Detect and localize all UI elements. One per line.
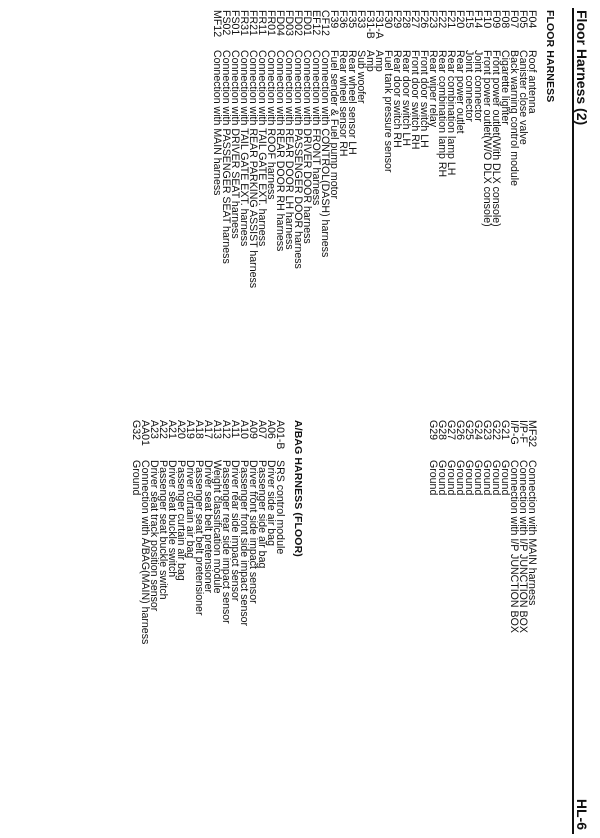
connector-description: Passenger seat buckle switch bbox=[157, 460, 169, 600]
connector-code: F04 bbox=[526, 10, 538, 29]
connector-code: F07 bbox=[508, 10, 520, 29]
connector-description: Ground bbox=[481, 460, 493, 496]
connector-code: F39 bbox=[328, 10, 340, 29]
connector-code: A06 bbox=[265, 420, 277, 439]
connector-code: A19 bbox=[184, 420, 196, 439]
connector-description: Back warning control module bbox=[508, 50, 520, 187]
connector-code: F05 bbox=[517, 10, 529, 29]
connector-code: F20 bbox=[454, 10, 466, 29]
connector-description: Rear wheel sensor LH bbox=[346, 50, 358, 155]
connector-description: Connection with TAIL GATE EXT. harness bbox=[256, 50, 268, 247]
connector-code: G22 bbox=[490, 420, 502, 441]
connector-code: G24 bbox=[472, 420, 484, 441]
connector-code: G26 bbox=[454, 420, 466, 441]
connector-code: A18 bbox=[193, 420, 205, 439]
connector-description: Rear door switch RH bbox=[391, 50, 403, 148]
connector-code: MF32 bbox=[526, 420, 538, 448]
connector-description: Driver seat track position sensor bbox=[148, 460, 160, 612]
connector-code: EF12 bbox=[310, 10, 322, 36]
list-item bbox=[428, 420, 437, 820]
connector-code: G28 bbox=[436, 420, 448, 441]
connector-description: Passenger rear side impact sensor bbox=[220, 460, 232, 624]
connector-code: G27 bbox=[445, 420, 457, 441]
connector-description: Connection with PASSENGER SEAT harness bbox=[220, 50, 232, 264]
connector-description: Roof antenna bbox=[526, 50, 538, 114]
connector-description: Ground bbox=[427, 460, 439, 496]
connector-description: Connection with MAIN harness bbox=[526, 460, 538, 606]
connector-code: CF12 bbox=[319, 10, 331, 36]
list-item bbox=[212, 10, 221, 410]
connector-description: Ground bbox=[499, 460, 511, 496]
connector-code: A22 bbox=[157, 420, 169, 439]
connector-code: FD02 bbox=[292, 10, 304, 36]
connector-code: G32 bbox=[130, 420, 142, 441]
connector-description: Weight classification module bbox=[211, 460, 223, 594]
connector-code: FS02 bbox=[220, 10, 232, 36]
connector-code: F30 bbox=[382, 10, 394, 29]
connector-description: Passenger front side impact sensor bbox=[238, 460, 250, 627]
connector-description: Ground bbox=[130, 460, 142, 496]
connector-code: AA01 bbox=[139, 420, 151, 446]
connector-description: Connection with REAR DOOR RH harness bbox=[274, 50, 286, 252]
connector-code: F15 bbox=[463, 10, 475, 29]
connector-description: Rear power outlet bbox=[454, 50, 466, 134]
connector-description: Driver seat belt pretensioner bbox=[202, 460, 214, 594]
connector-code: A07 bbox=[256, 420, 268, 439]
connector-code: A09 bbox=[247, 420, 259, 439]
connector-code: FR11 bbox=[256, 10, 268, 36]
connector-description: Amp bbox=[373, 50, 385, 72]
connector-description: Connection with TAIL GATE EXT. harness bbox=[238, 50, 250, 247]
connector-description: Rear combination lamp RH bbox=[436, 50, 448, 178]
connector-code: G25 bbox=[463, 420, 475, 441]
connector-code: FD01 bbox=[301, 10, 313, 36]
connector-description: Amp bbox=[364, 50, 376, 72]
connector-code: F29 bbox=[391, 10, 403, 29]
airbag-harness-list bbox=[131, 420, 284, 820]
connector-code: F36 bbox=[337, 10, 349, 29]
connector-code: F21 bbox=[445, 10, 457, 29]
connector-code: F22 bbox=[436, 10, 448, 29]
connector-code: MF12 bbox=[211, 10, 223, 38]
connector-description: Rear wiper relay bbox=[427, 50, 439, 128]
connector-description: Driver side air bag bbox=[265, 460, 277, 546]
airbag-harness-title: A/BAG HARNESS (FLOOR) bbox=[292, 420, 304, 557]
connector-description: Driver seat buckle switch bbox=[166, 460, 178, 578]
connector-description: Ground bbox=[490, 460, 502, 496]
connector-description: Driver rear side impact sensor bbox=[229, 460, 241, 602]
connector-code: F31-B bbox=[364, 10, 376, 39]
connector-code: A10 bbox=[238, 420, 250, 439]
connector-description: Front power outlet(With DLX console) bbox=[490, 50, 502, 227]
connector-code: F09 bbox=[490, 10, 502, 29]
connector-description: Driver curtain air bag bbox=[184, 460, 196, 559]
connector-description: Front door switch RH bbox=[409, 50, 421, 150]
connector-description: Front door switch LH bbox=[418, 50, 430, 148]
connector-description: Rear door switch LH bbox=[400, 50, 412, 146]
connector-code: I/P-F bbox=[517, 420, 529, 443]
floor-harness-title: FLOOR HARNESS bbox=[544, 10, 556, 103]
connector-description: SRS control module bbox=[274, 460, 286, 555]
connector-description: Ground bbox=[445, 460, 457, 496]
connector-code: G23 bbox=[481, 420, 493, 441]
connector-code: F08 bbox=[499, 10, 511, 29]
connector-description: Connection with CONTROL(DASH) harness bbox=[319, 50, 331, 258]
connector-code: A21 bbox=[166, 420, 178, 439]
connector-code: F35 bbox=[346, 10, 358, 29]
connector-code: F31-A bbox=[373, 10, 385, 39]
connector-code: F23 bbox=[427, 10, 439, 29]
connector-code: F33 bbox=[355, 10, 367, 29]
connector-description: Connection with A/BAG(MAIN) harness bbox=[139, 460, 151, 645]
page-header bbox=[574, 10, 598, 830]
connector-description: Rear wheel sensor RH bbox=[337, 50, 349, 157]
connector-code: F14 bbox=[472, 10, 484, 29]
floor-harness-list bbox=[212, 10, 536, 410]
connector-code: A17 bbox=[202, 420, 214, 439]
connector-code: A01-B bbox=[274, 420, 286, 450]
connector-code: A12 bbox=[220, 420, 232, 439]
connector-code: A13 bbox=[211, 420, 223, 439]
connector-description: Cigarette lighter bbox=[499, 50, 511, 125]
floor-harness-continued-list bbox=[428, 420, 536, 820]
connector-description: Joint connector bbox=[463, 50, 475, 122]
connector-code: FS01 bbox=[229, 10, 241, 36]
connector-code: FD04 bbox=[274, 10, 286, 36]
connector-description: Ground bbox=[436, 460, 448, 496]
connector-code: FR01 bbox=[265, 10, 277, 36]
connector-code: G21 bbox=[499, 420, 511, 441]
connector-description: Passenger curtain air bag bbox=[175, 460, 187, 581]
connector-description: Joint connector bbox=[472, 50, 484, 122]
connector-code: FD03 bbox=[283, 10, 295, 36]
list-item bbox=[131, 420, 140, 820]
connector-code: I/P-G bbox=[508, 420, 520, 445]
connector-description: Ground bbox=[454, 460, 466, 496]
connector-code: A11 bbox=[229, 420, 241, 439]
connector-description: Connection with DRIVER SEAT harness bbox=[229, 50, 241, 239]
connector-code: A23 bbox=[148, 420, 160, 439]
connector-description: Connection with I/P JUNCTION BOX bbox=[517, 460, 529, 633]
connector-description: Connection with FRONT harness bbox=[310, 50, 322, 206]
connector-description: Connection with ROOF harness bbox=[265, 50, 277, 200]
connector-description: Connection with MAIN harness bbox=[211, 50, 223, 196]
page-number: HL-6 bbox=[574, 798, 590, 830]
connector-code: FR21 bbox=[247, 10, 259, 36]
connector-code: F28 bbox=[400, 10, 412, 29]
connector-code: F26 bbox=[418, 10, 430, 29]
header-rule bbox=[572, 8, 574, 834]
connector-code: F27 bbox=[409, 10, 421, 29]
connector-description: Canister close valve bbox=[517, 50, 529, 145]
connector-code: FR31 bbox=[238, 10, 250, 36]
connector-description: Passenger side air bag bbox=[256, 460, 268, 569]
page-title: Floor Harness (2) bbox=[574, 10, 590, 126]
connector-description: Connection with I/P JUNCTION BOX bbox=[508, 460, 520, 633]
connector-description: Connection with PASSENGER DOOR harness bbox=[292, 50, 304, 269]
connector-description: Driver front side impact sensor bbox=[247, 460, 259, 604]
connector-description: Passenger seat belt pretensioner bbox=[193, 460, 205, 616]
connector-description: Connection with REAR PARKING ASSIST harness bbox=[247, 50, 259, 289]
connector-description: Ground bbox=[472, 460, 484, 496]
connector-description: Connection with DRIVER DOOR harness bbox=[301, 50, 313, 244]
connector-description: Front power outlet(W/O DLX console) bbox=[481, 50, 493, 227]
connector-code: G29 bbox=[427, 420, 439, 441]
connector-description: Rear combination lamp LH bbox=[445, 50, 457, 176]
connector-description: Sub woofer bbox=[355, 50, 367, 104]
connector-code: F10 bbox=[481, 10, 493, 29]
connector-code: A20 bbox=[175, 420, 187, 439]
connector-description: Fuel sender & Fuel pump motor bbox=[328, 50, 340, 199]
connector-description: Connection with REAR DOOR LH harness bbox=[283, 50, 295, 250]
connector-description: Fuel tank pressure sensor bbox=[382, 50, 394, 173]
connector-description: Ground bbox=[463, 460, 475, 496]
